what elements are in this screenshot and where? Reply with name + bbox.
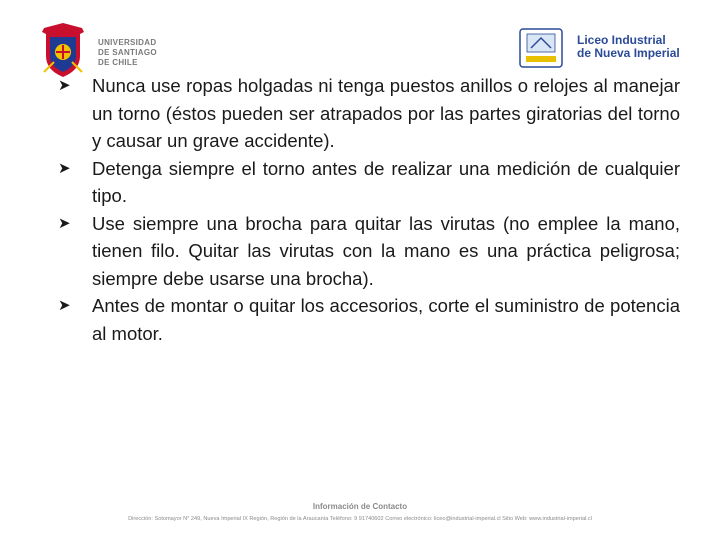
liceo-badge-icon — [519, 28, 563, 68]
arrow-bullet-icon: ➤ — [58, 159, 71, 177]
liceo-name — [577, 34, 680, 60]
arrow-bullet-icon: ➤ — [58, 214, 71, 232]
usach-line-1: UNIVERSIDAD — [98, 38, 157, 47]
liceo-line-2: de Nueva Imperial — [577, 46, 680, 60]
usach-shield-icon — [38, 22, 88, 78]
liceo-logo — [519, 28, 689, 70]
bullet-text: Use siempre una brocha para quitar las virutas (no emplee la mano, tienen filo. Quitar las virutas con la mano es una práctica peligrosa; siempre debe usarse una brocha). — [92, 212, 680, 289]
footer-contact-line: Dirección: Sotomayor N° 249, Nueva Imperial IX Región, Región de la Araucanía Teléfono: 9 91740602 Correo electrónico: liceo@industrial-imperial.cl Sitio Web: www.industrial-imperial.cl — [128, 516, 592, 522]
bullet-text: Detenga siempre el torno antes de realizar una medición de cualquier tipo. — [92, 157, 680, 206]
arrow-bullet-icon: ➤ — [58, 77, 71, 94]
usach-line-3: DE CHILE — [98, 58, 138, 67]
liceo-line-1: Liceo Industrial — [577, 33, 666, 47]
footer-title: Información de Contacto — [312, 502, 408, 511]
list-item — [58, 155, 680, 210]
arrow-bullet-icon: ➤ — [58, 297, 71, 314]
bullet-text: Nunca use ropas holgadas ni tenga puestos anillos o relojes al manejar un torno (éstos pueden ser atrapados por las partes giratorias del torno y causar un grave accidente). — [92, 75, 680, 151]
list-item — [58, 292, 680, 347]
usach-name — [98, 38, 157, 68]
list-item — [58, 210, 680, 293]
usach-line-2: DE SANTIAGO — [98, 48, 157, 57]
bullet-text: Antes de montar o quitar los accesorios, corte el suministro de potencia al motor. — [92, 295, 680, 344]
list-item — [58, 72, 680, 155]
safety-rules-list — [58, 72, 680, 347]
